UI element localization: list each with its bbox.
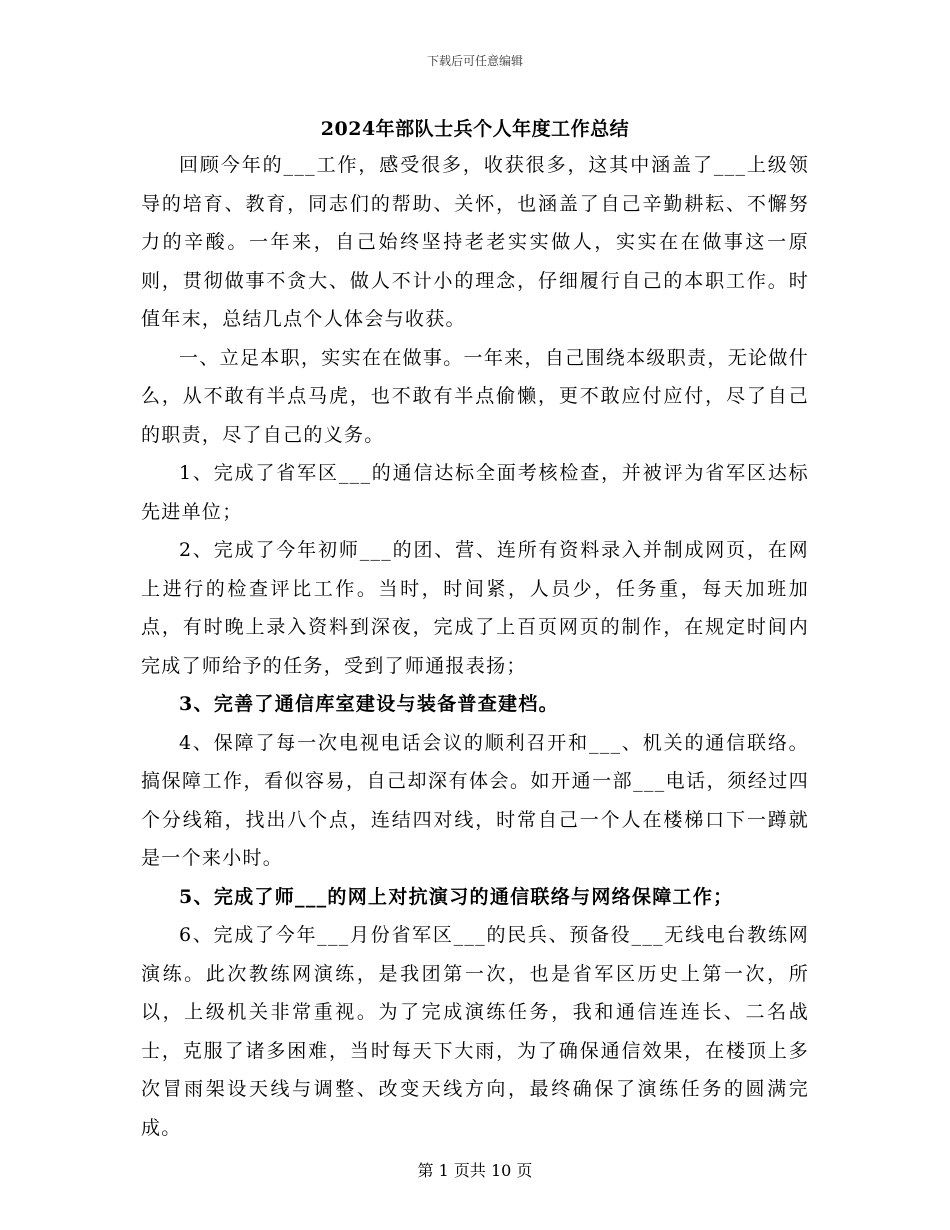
paragraph-section-1: 一、立足本职，实实在在做事。一年来，自己围绕本级职责，无论做什么，从不敢有半点马虎，也不敢有半点偷懒，更不敢应付应付，尽了自己的职责，尽了自己的义务。 (141, 346, 809, 446)
paragraph-item-4: 4、保障了每一次电视电话会议的顺利召开和___、机关的通信联络。搞保障工作，看似容易，自己却深有体会。如开通一部___电话，须经过四个分线箱，找出八个点，连结四对线，时常自己一个人在楼梯口下一蹲就是一个来小时。 (141, 731, 809, 869)
paragraph-item-2: 2、完成了今年初师___的团、营、连所有资料录入并制成网页，在网上进行的检查评比工作。当时，时间紧，人员少，任务重，每天加班加点，有时晚上录入资料到深夜，完成了上百页网页的制作，在规定时间内完成了师给予的任务，受到了师通报表扬； (141, 539, 809, 677)
paragraph-item-3: 3、完善了通信库室建设与装备普查建档。 (179, 693, 559, 715)
paragraph-item-6: 6、完成了今年___月份省军区___的民兵、预备役___无线电台教练网演练。此次教练网演练，是我团第一次，也是省军区历史上第一次，所以，上级机关非常重视。为了完成演练任务，我和通信连连长、二名战士，克服了诸多困难，当时每天下大雨，为了确保通信效果，在楼顶上多次冒雨架设天线与调整、改变天线方向，最终确保了演练任务的圆满完成。 (141, 924, 809, 1139)
paragraph-intro: 回顾今年的___工作，感受很多，收获很多，这其中涵盖了___上级领导的培育、教育，同志们的帮助、关怀，也涵盖了自己辛勤耕耘、不懈努力的辛酸。一年来，自己始终坚持老老实实做人，实实在在做事这一原则，贯彻做事不贪大、做人不计小的理念，仔细履行自己的本职工作。时值年末，总结几点个人体会与收获。 (141, 154, 809, 330)
paragraph-item-5: 5、完成了师___的网上对抗演习的通信联络与网络保障工作； (179, 885, 734, 908)
document-title: 2024年部队士兵个人年度工作总结 (320, 118, 630, 140)
document-body (141, 146, 809, 1147)
paragraph-item-1: 1、完成了省军区___的通信达标全面考核检查，并被评为省军区达标先进单位； (141, 462, 809, 523)
header-note: 下载后可任意编辑 (426, 54, 523, 68)
page-number: 第 1 页共 10 页 (417, 1161, 533, 1180)
